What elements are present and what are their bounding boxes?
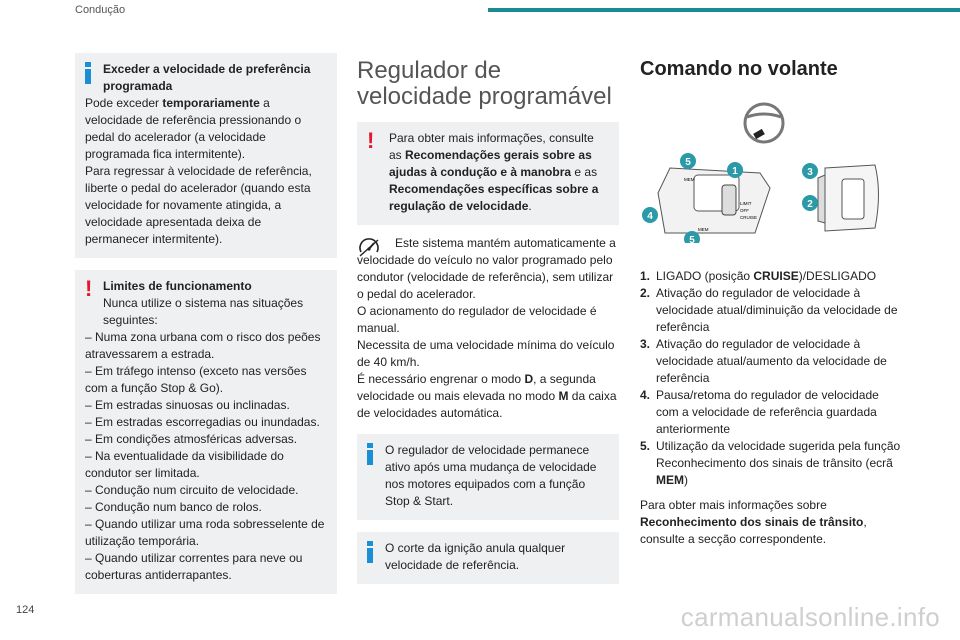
info-box-stop-start	[357, 434, 619, 520]
text: Pausa/retoma do regulador de velocidade com a velocidade de referência guardada anteriormente	[656, 388, 879, 436]
callout-5-top-label: 5	[685, 157, 691, 168]
column-right	[640, 58, 902, 548]
warning-box-recommendations	[357, 122, 619, 225]
info-icon	[85, 62, 91, 84]
text: Para obter mais informações, consulte as	[389, 131, 594, 162]
text-bold: MEM	[656, 473, 684, 487]
text-bold: CRUISE	[753, 269, 799, 283]
text: da caixa de velocidades automática.	[357, 389, 617, 420]
text: Utilização da velocidade sugerida pela função Reconhecimento dos sinais de trânsito (ecrã	[656, 439, 901, 470]
callout-3-label: 3	[807, 167, 813, 178]
item-number: 2.	[640, 286, 651, 300]
text: Para obter mais informações sobre	[640, 498, 827, 512]
info-icon	[367, 443, 373, 465]
steering-wheel-icon	[745, 104, 783, 142]
stalk-switch-illustration	[658, 168, 770, 233]
text: Ativação do regulador de velocidade à velocidade atual/aumento da velocidade de referência	[656, 337, 887, 385]
callout-4-label: 4	[647, 211, 653, 222]
text: a velocidade de referência pressionando o pedal do acelerador (a velocidade programada fica intermitente).	[85, 96, 302, 161]
footer-text	[640, 497, 902, 548]
label-off: OFF	[740, 208, 749, 213]
text: LIGADO (posição	[656, 269, 754, 283]
page-number: 124	[16, 604, 35, 616]
text: e as	[571, 165, 598, 179]
limits-list	[85, 329, 327, 584]
item-number: 4.	[640, 388, 651, 402]
item-text	[656, 438, 902, 489]
item-text	[656, 268, 876, 285]
callout-1-label: 1	[732, 166, 738, 177]
intro-text: Nunca utilize o sistema nas situações seguintes:	[103, 296, 304, 327]
section-title: Regulador de velocidade programável	[357, 57, 612, 110]
paragraph: Este sistema mantém automaticamente a velocidade do veículo no valor programado pelo condutor (velocidade de referência), sem utilizar o pedal do acelerador.	[357, 236, 616, 301]
body-text	[357, 235, 619, 422]
control-list-item	[640, 387, 902, 438]
control-list-item	[640, 336, 902, 387]
info-icon	[367, 541, 373, 563]
item-number: 1.	[640, 269, 651, 283]
paragraph: O corte da ignição anula qualquer velocidade de referência.	[385, 541, 566, 572]
label-mem-top: MEM	[684, 177, 695, 182]
stalk-side-illustration	[818, 165, 879, 231]
text-bold: D	[524, 372, 534, 386]
callout-2-label: 2	[807, 199, 813, 210]
limit-item: – Em tráfego intenso (exceto nas versões com a função Stop & Go).	[85, 364, 307, 395]
steering-control-diagram	[640, 93, 902, 243]
info-box-exceed-speed	[75, 53, 337, 258]
paragraph: Para regressar à velocidade de referência, liberte o pedal do acelerador (quando esta velocidade for novamente atingida, a velocidade apresentada deixa de permanecer intermitente).	[85, 164, 312, 246]
limit-item: – Em estradas sinuosas ou inclinadas.	[85, 398, 290, 412]
item-text	[656, 387, 902, 438]
text: .	[528, 199, 532, 213]
item-number: 3.	[640, 337, 651, 351]
limit-item: – Em condições atmosféricas adversas.	[85, 432, 298, 446]
text-bold: Reconhecimento dos sinais de trânsito	[640, 515, 864, 529]
box-title: Limites de funcionamento	[103, 279, 252, 293]
paragraph: O acionamento do regulador de velocidade é manual.	[357, 304, 597, 335]
text: É necessário engrenar o modo	[357, 372, 525, 386]
label-mem-bottom: MEM	[698, 227, 709, 232]
paragraph: Necessita de uma velocidade mínima do veículo de 40 km/h.	[357, 338, 615, 369]
text: , consulte a secção correspondente.	[640, 515, 867, 546]
column-middle	[357, 58, 619, 584]
control-list-item	[640, 438, 902, 489]
control-list-item	[640, 285, 902, 336]
limit-item: – Em estradas escorregadias ou inundadas.	[85, 415, 320, 429]
column-left	[75, 53, 337, 594]
text-bold: M	[558, 389, 569, 403]
warning-icon: !	[85, 276, 93, 301]
limit-item: – Numa zona urbana com o risco dos peões atravessarem a estrada.	[85, 330, 321, 361]
label-cruise: CRUISE	[740, 215, 758, 220]
cruise-control-icon	[357, 235, 381, 259]
callout-5-bottom-label: 5	[689, 235, 695, 243]
controls-list	[640, 268, 902, 489]
section-header: Condução	[75, 4, 126, 16]
section-title: Comando no volante	[640, 58, 838, 80]
text: )/DESLIGADO	[798, 269, 877, 283]
watermark: carmanualsonline.info	[680, 602, 940, 632]
text: )	[684, 473, 688, 487]
warning-icon: !	[367, 128, 375, 153]
text-bold: Recomendações gerais sobre as ajudas à condução e à manobra	[389, 148, 592, 179]
text: Pode exceder	[85, 96, 163, 110]
box-title: Exceder a velocidade de preferência programada	[103, 62, 311, 93]
limit-item: – Quando utilizar correntes para neve ou coberturas antiderrapantes.	[85, 551, 303, 582]
warning-box-limits	[75, 270, 337, 594]
item-text	[656, 285, 902, 336]
limit-item: – Na eventualidade da visibilidade do condutor ser limitada.	[85, 449, 284, 480]
limit-item: – Condução num banco de rolos.	[85, 500, 262, 514]
limit-item: – Condução num circuito de velocidade.	[85, 483, 299, 497]
header-accent-bar	[488, 8, 960, 12]
text-bold: temporariamente	[162, 96, 260, 110]
text: Ativação do regulador de velocidade à velocidade atual/diminuição da velocidade de referência	[656, 286, 898, 334]
limit-item: – Quando utilizar uma roda sobresselente de utilização temporária.	[85, 517, 325, 548]
paragraph: O regulador de velocidade permanece ativo após uma mudança de velocidade nos motores equipados com a função Stop & Start.	[385, 443, 597, 508]
control-list-item	[640, 268, 902, 285]
item-text	[656, 336, 902, 387]
info-box-ignition	[357, 532, 619, 584]
text: , a segunda velocidade ou mais elevada no modo	[357, 372, 596, 403]
text-bold: Recomendações específicas sobre a regulação de velocidade	[389, 182, 599, 213]
item-number: 5.	[640, 439, 651, 453]
label-limit: LIMIT	[740, 201, 752, 206]
